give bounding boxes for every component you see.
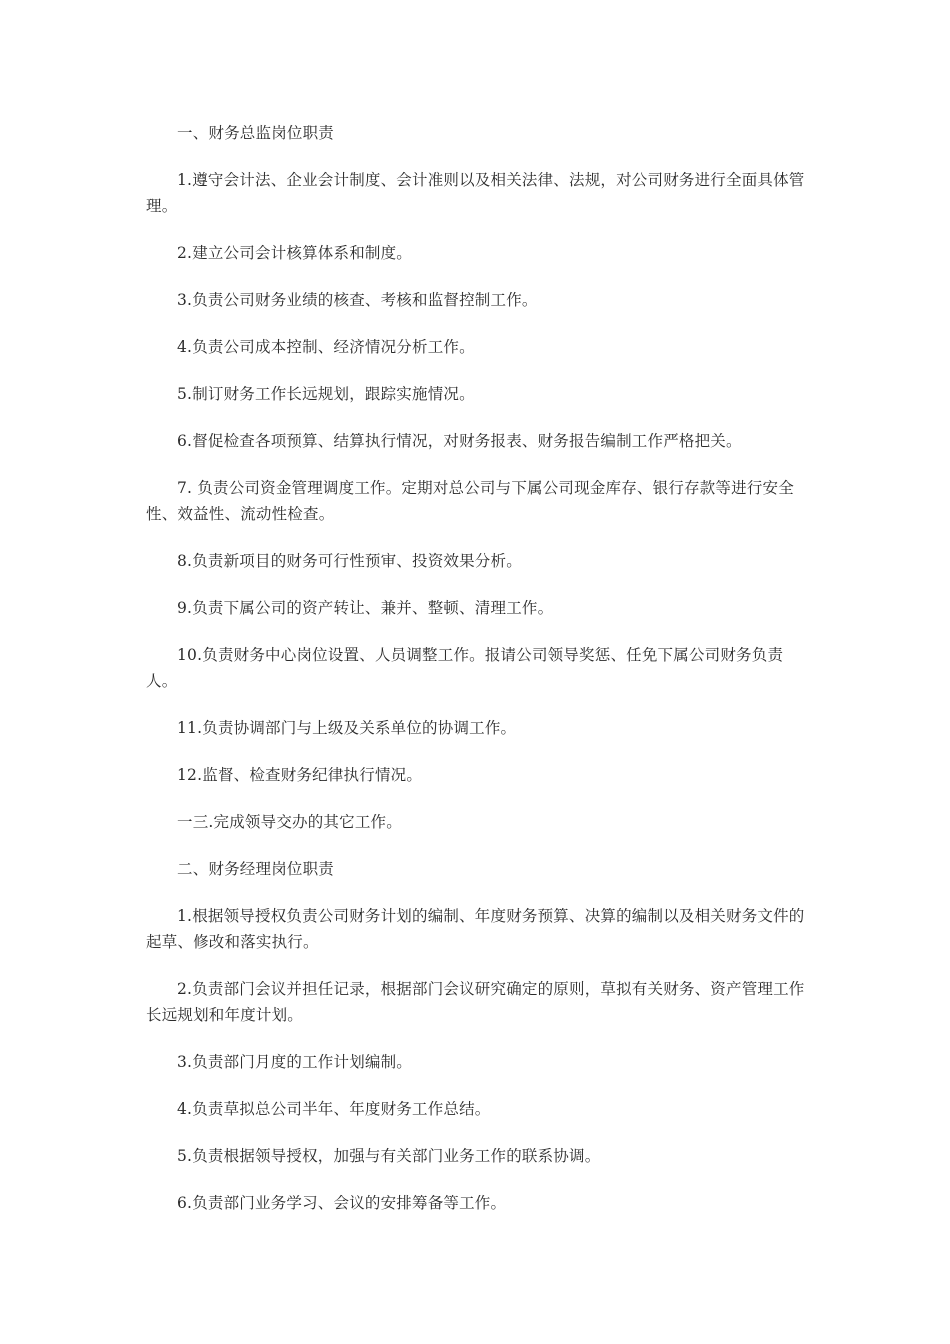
duty-item: 2.负责部门会议并担任记录，根据部门会议研究确定的原则，草拟有关财务、资产管理工作长远规划和年度计划。 [146,980,805,1024]
duty-item: 6.负责部门业务学习、会议的安排筹备等工作。 [177,1194,507,1212]
duty-item: 5.制订财务工作长远规划，跟踪实施情况。 [177,385,475,403]
duty-item: 5.负责根据领导授权，加强与有关部门业务工作的联系协调。 [177,1147,601,1165]
duty-item: 9.负责下属公司的资产转让、兼并、整顿、清理工作。 [177,599,554,617]
duty-item: 4.负责草拟总公司半年、年度财务工作总结。 [177,1100,491,1118]
section-heading: 二、财务经理岗位职责 [177,860,335,878]
document-page [146,120,812,1237]
duty-item: 3.负责公司财务业绩的核查、考核和监督控制工作。 [177,291,538,309]
duty-item: 1.根据领导授权负责公司财务计划的编制、年度财务预算、决算的编制以及相关财务文件的起草、修改和落实执行。 [146,907,805,951]
duty-item: 7. 负责公司资金管理调度工作。定期对总公司与下属公司现金库存、银行存款等进行安全性、效益性、流动性检查。 [146,479,794,523]
duty-item: 3.负责部门月度的工作计划编制。 [177,1053,412,1071]
duty-item: 4.负责公司成本控制、经济情况分析工作。 [177,338,475,356]
duty-item: 10.负责财务中心岗位设置、人员调整工作。报请公司领导奖惩、任免下属公司财务负责人。 [146,646,784,690]
section-heading: 一、财务总监岗位职责 [177,124,335,142]
duty-item: 1.遵守会计法、企业会计制度、会计准则以及相关法律、法规，对公司财务进行全面具体管理。 [146,171,805,215]
duty-item: 8.负责新项目的财务可行性预审、投资效果分析。 [177,552,522,570]
duty-item: 11.负责协调部门与上级及关系单位的协调工作。 [177,719,517,737]
duty-item: 2.建立公司会计核算体系和制度。 [177,244,412,262]
duty-item: 一三.完成领导交办的其它工作。 [177,813,402,831]
duty-item: 6.督促检查各项预算、结算执行情况，对财务报表、财务报告编制工作严格把关。 [177,432,742,450]
duty-item: 12.监督、检查财务纪律执行情况。 [177,766,423,784]
